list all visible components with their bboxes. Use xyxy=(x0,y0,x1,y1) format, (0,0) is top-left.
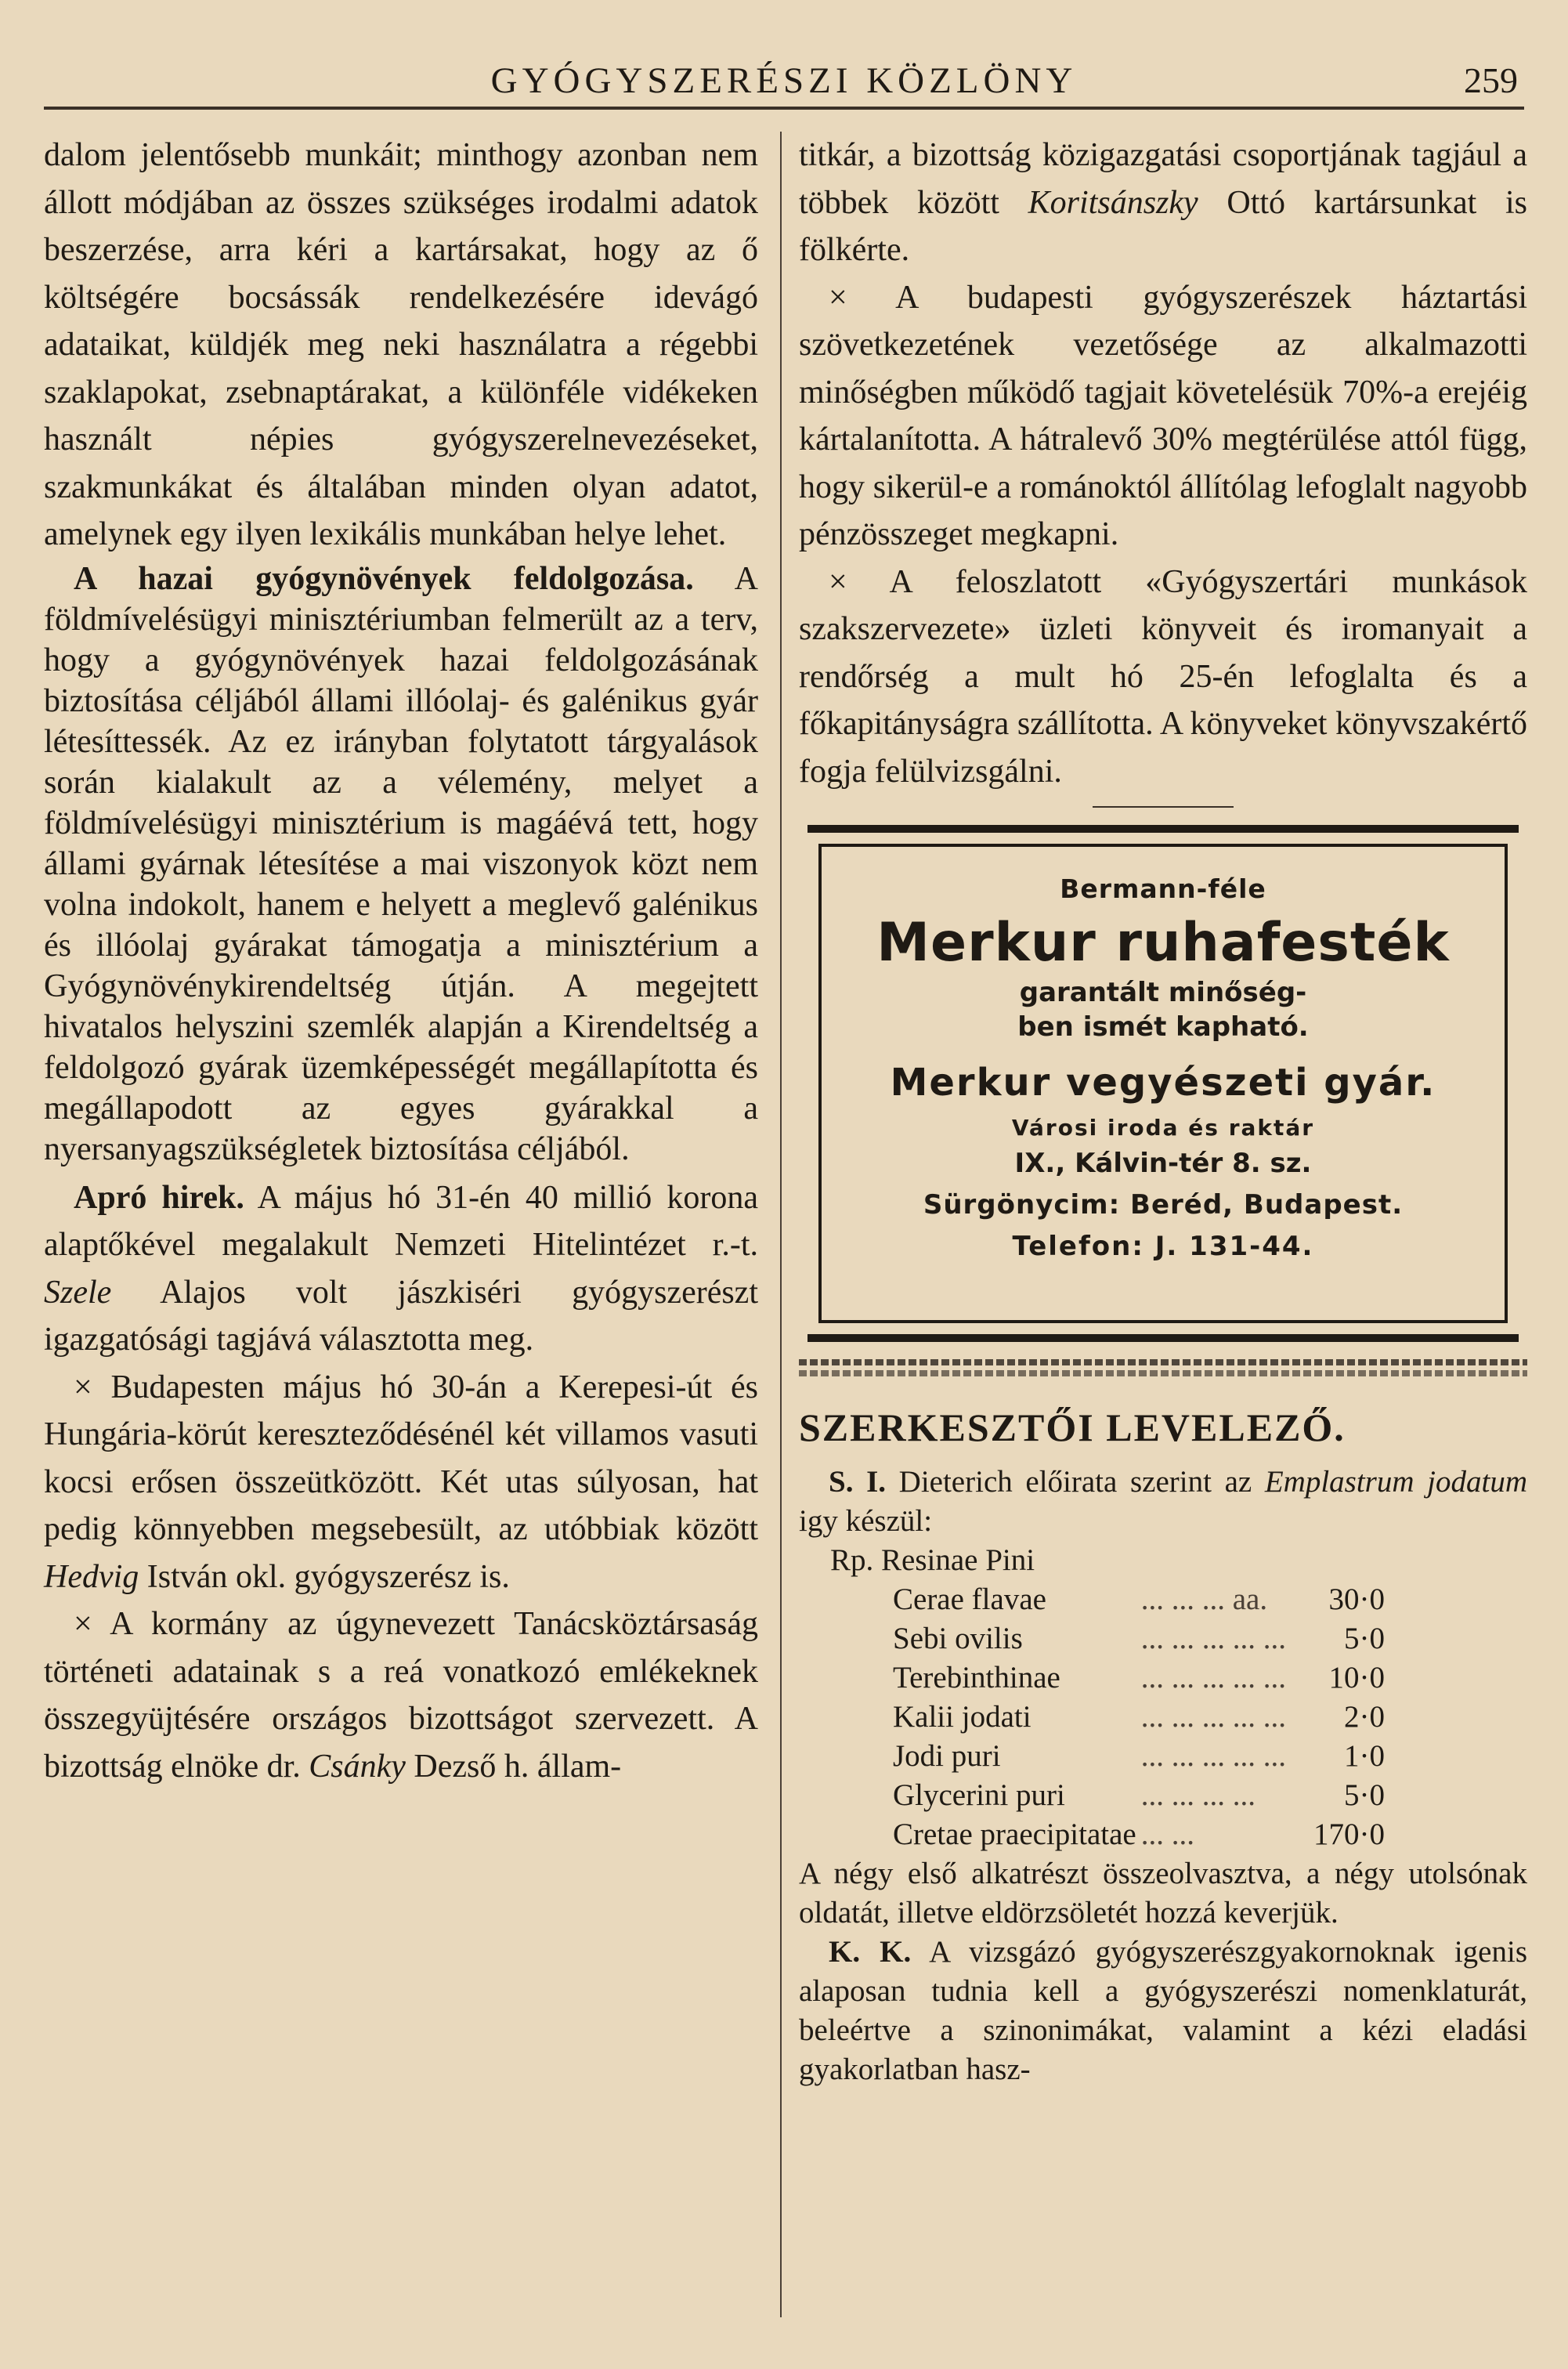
body-si-a: Dieterich előirata szerint az xyxy=(886,1465,1265,1499)
section-rule xyxy=(1093,806,1234,808)
paragraph-szakszervezet: × A feloszlatott «Gyógyszertári munkások szakszervezete» üzleti könyveit és iromanyait a rendőrség a mult hó 25-én lefoglalta és a főkapitányságra szállította. A könyveket könyvszakértő fogja felülvizsgálni. xyxy=(799,563,1527,790)
ornamental-rule-2 xyxy=(799,1370,1527,1376)
leader-dots: ... ... ... ... ... xyxy=(1140,1700,1286,1734)
body-apro-hirek-a: A május hó 31-én 40 millió korona alaptőkével megalakult Nemzeti Hitelintézet r.-t. xyxy=(44,1179,758,1263)
ad-product-name: Merkur ruhafesték xyxy=(876,912,1450,974)
column-divider xyxy=(780,132,782,2317)
recipe-table xyxy=(893,1580,1385,1854)
ingredient-name: Cerae flavae xyxy=(893,1582,1046,1616)
recipe-name: Emplastrum jodatum xyxy=(1264,1465,1528,1499)
paragraph-lexicon: dalom jelentősebb munkáit; minthogy azonban nem állott módjában az összes szükséges irodalmi adatok beszerzése, arra kéri a kartársakat, hogy az ő költségére bocsássák rendelkezésére idevágó adataikat, küldjék meg neki használatra a régebbi szaklapokat, zsebnaptárakat, a különféle vidékeken használt népies gyógyszerelnevezéseket, szakmunkákat és általában minden olyan adatot, amelynek egy ilyen lexikális munkában helye lehet. xyxy=(44,137,758,552)
leader-dots: ... ... ... ... ... xyxy=(1140,1661,1286,1694)
ingredient-name: Terebinthinae xyxy=(893,1661,1060,1694)
editorial-title: SZERKESZTŐI LEVELEZŐ. xyxy=(799,1405,1346,1449)
ingredient-amount: 10·0 xyxy=(1328,1661,1385,1694)
leader-dots: ... ... xyxy=(1140,1817,1194,1851)
heading-si: S. I. xyxy=(829,1465,887,1499)
paragraph-kk xyxy=(799,1933,1527,2089)
recipe-note: A négy első alkatrészt összeolvasztva, a négy utolsónak oldatát, illetve eldörzsöletét hozzá keverjük. xyxy=(799,1857,1527,1930)
ingredient-name: Jodi puri xyxy=(893,1739,1001,1773)
body-kk: A vizsgázó gyógyszerészgyakornoknak igenis alaposan tudnia kell a gyógyszerészi nomenklaturát, beleértve a szinonimákat, valamint a kézi eladási gyakorlatban hasz- xyxy=(799,1935,1528,2086)
leader-dots: ... ... ... ... ... xyxy=(1140,1622,1286,1655)
leader-dots: ... ... ... aa. xyxy=(1140,1582,1268,1616)
name-csanky: Csánky xyxy=(309,1748,406,1785)
recipe-row xyxy=(893,1737,1385,1776)
body-bizottsag-b: Ottó kartársunkat is fölkérte. xyxy=(799,184,1528,268)
recipe-row xyxy=(893,1815,1385,1854)
body-tanacs-b: Dezső h. állam- xyxy=(405,1748,622,1785)
paragraph-villamos xyxy=(44,1364,758,1601)
journal-title: GYÓGYSZERÉSZI KÖZLÖNY xyxy=(490,60,1078,101)
ad-telephone: Telefon: J. 131-44. xyxy=(1012,1231,1314,1262)
heading-kk: K. K. xyxy=(829,1935,912,1969)
ingredient-name: Kalii jodati xyxy=(893,1700,1031,1734)
recipe-row xyxy=(893,1698,1385,1737)
body-gyogynovenyek: A földmívelésügyi minisztériumban felmerült az a terv, hogy a gyógynövények hazai feldolgozásának biztosítása céljából állami illóolaj- és galénikus gyár létesíttessék. Az ez irányban folytatott tárgyalások során kialakult az a vélemény, melyet a földmívelésügyi minisztérium is magáévá tett, hogy állami gyárnak létesítése a mai viszonyok közt nem volna indokolt, hanem e helyett a meglevő galénikus és illóolaj gyárakat támogatja a minisztérium a Gyógynövénykirendeltség útján. A megejtett hivatalos helyszini szemlék alapján a Kirendeltség a feldolgozó gyárak üzemképességét megállapította és megállapodott az egyes gyárakkal a nyersanyagszükségletek biztosítása céljából. xyxy=(44,560,758,1167)
name-hedvig: Hedvig xyxy=(44,1558,139,1595)
ad-address: IX., Kálvin-tér 8. sz. xyxy=(1014,1148,1312,1179)
body-villamos-a: × Budapesten május hó 30-án a Kerepesi-út és Hungária-körút kereszteződésénél két villamos vasuti kocsi erősen összeütközött. Két utas súlyosan, hat pedig könnyebben megsebesült, az utóbbiak között xyxy=(44,1369,758,1547)
merkur-advertisement xyxy=(807,825,1519,1342)
ingredient-name: Glycerini puri xyxy=(893,1778,1065,1812)
ingredient-name: Cretae praecipitatae xyxy=(893,1817,1136,1851)
name-szele: Szele xyxy=(44,1274,112,1311)
header-rule xyxy=(44,107,1524,110)
ingredient-amount: 170·0 xyxy=(1313,1817,1385,1851)
ad-office-line: Városi iroda és raktár xyxy=(1011,1115,1315,1141)
ingredient-amount: 2·0 xyxy=(1343,1700,1385,1734)
heading-apro-hirek: Apró hirek. xyxy=(74,1179,244,1216)
ad-brand-line: Bermann-féle xyxy=(1060,873,1266,904)
body-tanacs-a: × A kormány az úgynevezett Tanácsköztársaság történeti adatainak s a reá vonatkozó emlékeknek összegyüjtésére országos bizottságot szervezett. A bizottság elnöke dr. xyxy=(44,1606,758,1785)
heading-gyogynovenyek: A hazai gyógynövények feldolgozása. xyxy=(74,560,694,597)
paragraph-szovetkezet: × A budapesti gyógyszerészek háztartási szövetkezetének vezetősége az alkalmazotti minőségben működő tagjait követelésük 70%-a erejéig kártalanította. A hátralevő 30% megtérülése attól függ, hogy sikerül-e a románoktól állítólag lefoglalt nagyobb pénzösszeget megkapni. xyxy=(799,279,1527,552)
body-si-b: igy készül: xyxy=(799,1504,933,1538)
paragraph-gyogynovenyek xyxy=(44,559,758,1170)
name-koritsanszky: Koritsánszky xyxy=(1028,184,1198,221)
body-villamos-b: István okl. gyógyszerész is. xyxy=(139,1558,510,1595)
right-column xyxy=(799,132,1527,2089)
page-number: 259 xyxy=(1464,60,1518,100)
recipe-row xyxy=(893,1776,1385,1815)
ingredient-amount: 5·0 xyxy=(1343,1778,1385,1812)
body-apro-hirek-b: Alajos volt jászkiséri gyógyszerészt igazgatósági tagjává választotta meg. xyxy=(44,1274,758,1358)
paragraph-apro-hirek xyxy=(44,1174,758,1364)
ad-quality-line-2: ben ismét kapható. xyxy=(1017,1011,1309,1043)
leader-dots: ... ... ... ... xyxy=(1140,1778,1255,1812)
recipe-row xyxy=(893,1619,1385,1658)
paragraph-bizottsag xyxy=(799,132,1527,274)
left-column xyxy=(44,132,758,1790)
ad-telegram: Sürgönycim: Beréd, Budapest. xyxy=(923,1189,1404,1221)
ad-company-name: Merkur vegyészeti gyár. xyxy=(890,1061,1436,1105)
recipe-row xyxy=(893,1658,1385,1698)
ad-quality-line-1: garantált minőség- xyxy=(1019,977,1307,1008)
paragraph-si xyxy=(799,1463,1527,1541)
body-bizottsag-a: titkár, a bizottság közigazgatási csoportjának tagjául a többek között xyxy=(799,137,1527,221)
recipe-rp: Rp. Resinae Pini xyxy=(830,1543,1035,1577)
recipe-row xyxy=(893,1580,1385,1619)
leader-dots: ... ... ... ... ... xyxy=(1140,1739,1286,1773)
ingredient-amount: 5·0 xyxy=(1343,1622,1385,1655)
advertisement-frame xyxy=(818,844,1508,1323)
ingredient-amount: 1·0 xyxy=(1343,1739,1385,1773)
paragraph-tanacskoztarsasag xyxy=(44,1600,758,1790)
ingredient-amount: 30·0 xyxy=(1328,1582,1385,1616)
page-header xyxy=(44,55,1524,110)
ornamental-rule xyxy=(799,1359,1527,1365)
ingredient-name: Sebi ovilis xyxy=(893,1622,1023,1655)
